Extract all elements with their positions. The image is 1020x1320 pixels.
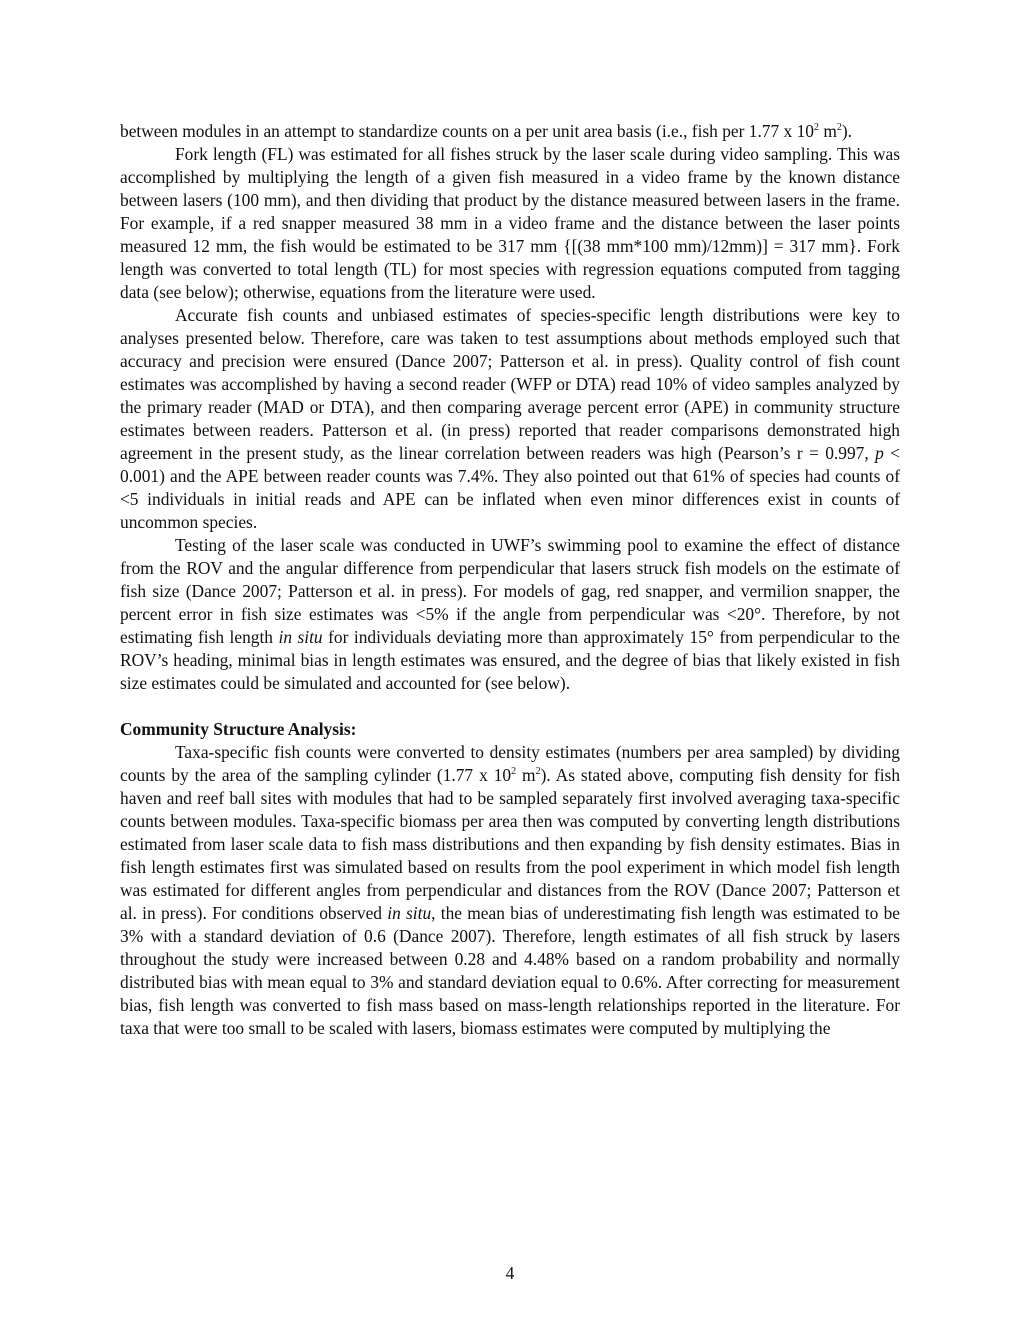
superscript: 2 xyxy=(511,766,517,777)
page-number: 4 xyxy=(505,1263,515,1283)
paragraph-community-structure xyxy=(120,741,900,1040)
section-heading: Community Structure Analysis: xyxy=(120,719,357,739)
text-run: for individuals deviating more than approximately 15° from perpendicular to the ROV’s heading, minimal bias in length estimates was ensured, and the degree of bias that likely existed in fish size estimates could be simulated and accounted for (see below). xyxy=(120,627,900,693)
page-body xyxy=(120,120,900,1040)
text-run: ). xyxy=(841,121,852,141)
superscript: 2 xyxy=(813,122,819,133)
paragraph-fish-counts xyxy=(120,304,900,534)
superscript: 2 xyxy=(535,766,541,777)
text-run: Testing of the laser scale was conducted in UWF’s swimming pool to examine the effect of distance from the ROV and the angular difference from perpendicular that lasers struck fish models on the estimate of fish size (Dance 2007; Patterson et al. in press). For models of gag, red snapper, and vermilion snapper, the percent error in fish size estimates was <5% if the angle from perpendicular was <20°. Therefore, by not estimating fish length xyxy=(120,535,900,647)
paragraph-continuation xyxy=(120,120,900,143)
italic-text: in situ xyxy=(387,903,432,923)
paragraph-fork-length: Fork length (FL) was estimated for all fishes struck by the laser scale during video sampling. This was accomplished by multiplying the length of a given fish measured in a video frame by the known distance between lasers (100 mm), and then dividing that product by the distance measured between lasers in the frame. For example, if a red snapper measured 38 mm in a video frame and the distance between the laser points measured 12 mm, the fish would be estimated to be 317 mm {[(38 mm*100 mm)/12mm)] = 317 mm}. Fork length was converted to total length (TL) for most species with regression equations computed from tagging data (see below); otherwise, equations from the literature were used. xyxy=(120,144,900,302)
text-run: m xyxy=(516,765,536,785)
italic-text: in situ xyxy=(278,627,323,647)
text-run: , the mean bias of underestimating fish length was estimated to be 3% with a standard deviation of 0.6 (Dance 2007). Therefore, length estimates of all fish struck by lasers throughout the study were increased between 0.28 and 4.48% based on a random probability and normally distributed bias with mean equal to 3% and standard deviation equal to 0.6%. After correcting for measurement bias, fish length was converted to fish mass based on mass-length relationships reported in the literature. For taxa that were too small to be scaled with lasers, biomass estimates were computed by multiplying the xyxy=(120,903,900,1038)
text-run: between modules in an attempt to standardize counts on a per unit area basis (i.e., fish per 1.77 x 10 xyxy=(120,121,814,141)
text-run: m xyxy=(818,121,837,141)
section-gap xyxy=(120,695,900,718)
paragraph-laser-testing xyxy=(120,534,900,695)
text-run: < 0.001) and the APE between reader counts was 7.4%. They also pointed out that 61% of species had counts of <5 individuals in initial reads and APE can be inflated when even minor differences exist in counts of uncommon species. xyxy=(120,443,900,532)
text-run: Taxa-specific fish counts were converted to density estimates (numbers per area sampled) by dividing counts by the area of the sampling cylinder (1.77 x 10 xyxy=(120,742,900,785)
text-run: Accurate fish counts and unbiased estimates of species-specific length distributions were key to analyses presented below. Therefore, care was taken to test assumptions about methods employed such that accuracy and precision were ensured (Dance 2007; Patterson et al. in press). Quality control of fish count estimates was accomplished by having a second reader (WFP or DTA) read 10% of video samples analyzed by the primary reader (MAD or DTA), and then comparing average percent error (APE) in community structure estimates between readers. Patterson et al. (in press) reported that reader comparisons demonstrated high agreement in the present study, as the linear correlation between readers was high (Pearson’s r = 0.997, xyxy=(120,305,900,463)
superscript: 2 xyxy=(836,122,842,133)
italic-text: p xyxy=(875,443,884,463)
text-run: ). As stated above, computing fish density for fish haven and reef ball sites with modules that had to be sampled separately first involved averaging taxa-specific counts between modules. Taxa-specific biomass per area then was computed by converting length distributions estimated from laser scale data to fish mass distributions and then expanding by fish density estimates. Bias in fish length estimates first was simulated based on results from the pool experiment in which model fish length was estimated for different angles from perpendicular and distances from the ROV (Dance 2007; Patterson et al. in press). For conditions observed xyxy=(120,765,901,923)
